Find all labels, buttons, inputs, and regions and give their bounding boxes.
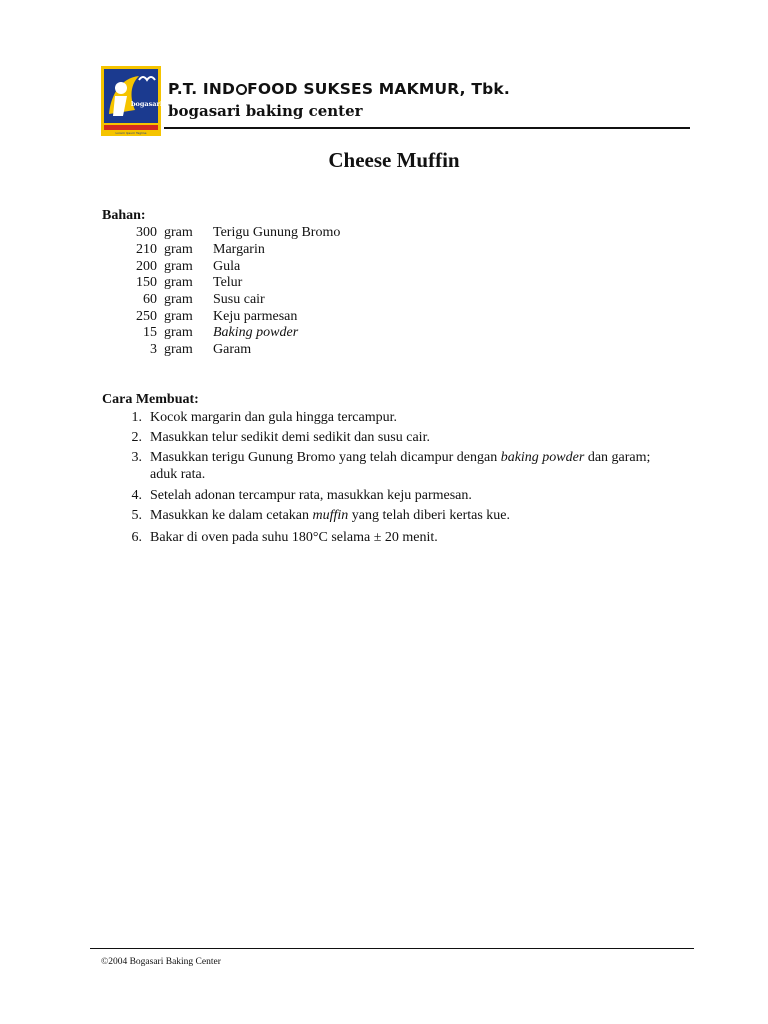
ingredient-name: Margarin (213, 242, 265, 257)
header-divider (164, 127, 690, 129)
ingredient-qty: 150 (136, 275, 157, 290)
step-number: 5. (131, 508, 142, 523)
ingredient-unit: gram (164, 309, 193, 324)
ingredient-name: Baking powder (213, 325, 299, 340)
step-text-part: yang telah diberi kertas kue. (348, 508, 510, 523)
ingredient-name: Garam (213, 342, 252, 357)
ingredient-unit: gram (164, 225, 193, 240)
company-logo (101, 66, 161, 136)
step-text-emphasis: baking powder (500, 450, 585, 465)
logo-tagline: Lorem Ipsum Tagline (115, 131, 147, 135)
step-text-part: Masukkan terigu Gunung Bromo yang telah dicampur dengan (150, 450, 501, 465)
company-name-part2: FOOD SUKSES MAKMUR, Tbk. (247, 80, 511, 98)
step-text: Masukkan telur sedikit demi sedikit dan susu cair. (150, 430, 430, 445)
step-number: 1. (131, 410, 142, 425)
center-name: bogasari baking center (168, 102, 363, 120)
ingredient-qty: 3 (150, 342, 157, 357)
ingredient-qty: 60 (143, 292, 157, 307)
ingredient-unit: gram (164, 292, 193, 307)
ingredients-heading: Bahan: (102, 208, 146, 223)
footer-divider (90, 948, 694, 949)
ingredient-unit: gram (164, 275, 193, 290)
ingredient-unit: gram (164, 259, 193, 274)
logo-o-icon (236, 84, 247, 95)
ingredient-name: Susu cair (213, 292, 265, 307)
step-text (150, 449, 665, 483)
logo-wordmark: bogasari (131, 100, 161, 108)
company-name-part1: P.T. IND (168, 80, 236, 98)
ingredient-qty: 300 (136, 225, 157, 240)
recipe-title: Cheese Muffin (328, 148, 460, 172)
step-text-part: dan garam; aduk rata. (150, 450, 651, 482)
ingredient-name: Keju parmesan (213, 309, 298, 324)
step-text-part: Masukkan ke dalam cetakan (150, 508, 313, 523)
ingredient-name: Telur (213, 275, 243, 290)
footer-copyright: ©2004 Bogasari Baking Center (101, 957, 221, 967)
ingredient-unit: gram (164, 325, 193, 340)
ingredient-qty: 210 (136, 242, 157, 257)
company-name (168, 80, 510, 98)
ingredient-qty: 250 (136, 309, 157, 324)
ingredient-name: Gula (213, 259, 241, 274)
ingredient-qty: 15 (143, 325, 157, 340)
step-number: 4. (131, 488, 142, 503)
ingredient-qty: 200 (136, 259, 157, 274)
step-number: 3. (131, 450, 142, 465)
ingredient-unit: gram (164, 242, 193, 257)
ingredient-name: Terigu Gunung Bromo (213, 225, 341, 240)
step-text: Bakar di oven pada suhu 180°C selama ± 20 menit. (150, 530, 438, 545)
step-text (150, 507, 670, 524)
steps-heading: Cara Membuat: (102, 392, 199, 407)
step-number: 2. (131, 430, 142, 445)
step-number: 6. (131, 530, 142, 545)
step-text: Kocok margarin dan gula hingga tercampur. (150, 410, 397, 425)
ingredient-unit: gram (164, 342, 193, 357)
step-text: Setelah adonan tercampur rata, masukkan keju parmesan. (150, 488, 472, 503)
step-text-emphasis: muffin (312, 508, 349, 523)
